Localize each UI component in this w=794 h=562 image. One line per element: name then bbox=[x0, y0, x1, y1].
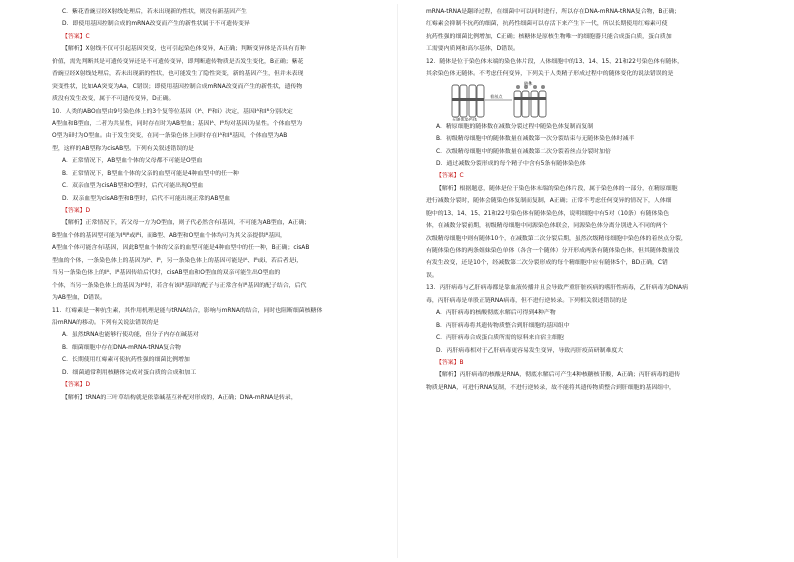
centromere-mark bbox=[514, 97, 546, 100]
option-c: C．双亲血型为cisAB型和O型时，后代可能出现O型血 bbox=[62, 183, 204, 190]
chromosome-shape bbox=[514, 91, 521, 117]
answer-label: 【答案】D bbox=[62, 208, 91, 214]
column-divider bbox=[397, 4, 398, 558]
question-11-line: 沿mRNA的移动。下列有关说法错误的是 bbox=[52, 319, 159, 326]
option-c: C．次级精母细胞中的随体数量在减数第二次分裂着丝点分裂时加倍 bbox=[436, 148, 611, 155]
explanation-line: 胞中的13、14、15、21和22号染色体有随体染色体，说明细胞中有5对（10条）有随体染色 bbox=[426, 210, 670, 217]
no-satellite-label: 无随体染色体 bbox=[452, 116, 478, 121]
explanation-line: 【解析】丙肝病毒的核酸是RNA，彻底水解后可产生4种核糖核苷酸，A正确；丙肝病毒的遗传 bbox=[436, 372, 681, 379]
explanation-line: 型血的个体，一条染色体上的基因为Iᴬ、Iᴮ，另一条染色体上的基因可能是Iᴬ、Iᴮ或i，若后者是i， bbox=[52, 257, 303, 264]
question-10-line: 10．人类的ABO血型由9号染色体上的3个复等位基因（Iᴬ、Iᴮ和i）决定，基因Iᴬ和Iᴮ分别决定 bbox=[52, 108, 293, 115]
satellite-mark bbox=[541, 85, 545, 89]
satellite-mark bbox=[516, 85, 520, 89]
explanation-line: 【解析】tRNA的三叶草结构就是依靠碱基互补配对形成的，A正确；DNA-mRNA是转录， bbox=[62, 394, 297, 401]
explanation-line: 红霉素会抑制不抗药的细菌，抗药性细菌可以存活下来产生下一代，所以长期使用红霉素可使 bbox=[426, 21, 668, 28]
option-c: C．丙肝病毒合成蛋白质所需的原料来自宿主细胞 bbox=[436, 335, 564, 342]
explanation-line: 【解析】X射线不仅可引起基因突变，也可引起染色体变异，A正确；判断变异体是否具有育种 bbox=[62, 46, 306, 53]
option-b: B．正常情况下，B型血个体的父亲的血型可能是4种血型中的任一种 bbox=[62, 170, 239, 177]
explanation-line: 有发生改变，还是10个，经减数第二次分裂形成的每个精细胞中应有随体5个，BD正确，C错 bbox=[426, 260, 668, 267]
explanation-line: B型血个体的基因型可能为IᴮIᴮ或Iᴮi，而B型、AB型和O型血个体均可为其父亲提供Iᴮ基因， bbox=[52, 232, 286, 239]
satellite-mark bbox=[533, 85, 537, 89]
explanation-line: 为AB型血，D错误。 bbox=[52, 295, 106, 302]
explanation-line: 工需要内质网和高尔基体，D错误。 bbox=[426, 46, 519, 53]
explanation-line: 价值，需先判断其是可遗传变异还是不可遗传变异，即判断遗传物质是否发生变化，B正确；紫花 bbox=[52, 58, 304, 65]
explanation-line: 当另一条染色体上的Iᴬ、Iᴮ基因传给后代时，cisAB型血和O型血的双亲可能生出O型血的 bbox=[52, 270, 281, 277]
question-13-line: 13．丙肝病毒与乙肝病毒都是靠血液传播并且会导致严重肝脏疾病的嗜肝性病毒，乙肝病毒为DNA病 bbox=[426, 285, 688, 292]
option-line: D．即使用基因控制合成的mRNA改变而产生的新性状属于不可遗传变异 bbox=[62, 21, 250, 28]
question-12-line: 12．随体是位于染色体末端的染色体片段，人体细胞中的13、14、15、21和22号染色体有随体， bbox=[426, 58, 684, 65]
option-d: D．通过减数分裂形成的每个精子中含有5条有随体染色体 bbox=[436, 160, 586, 167]
explanation-line: 质没有发生改变，属于不可遗传变异，D正确。 bbox=[52, 96, 175, 103]
explanation-line: 个体，当另一条染色体上的基因为Iᴬ时，若含有该Iᴮ基因的配子与正常含有Iᴮ基因的配子结合，后代 bbox=[52, 282, 307, 289]
option-a: A．丙肝病毒的核酸彻底水解后可得到4种产物 bbox=[436, 310, 556, 317]
option-d: D．丙肝病毒相对于乙肝病毒更容易发生变异，导致丙肝疫苗研制难度大 bbox=[436, 347, 624, 354]
question-11-line: 11．红霉素是一种抗生素，其作用机理是能与tRNA结合，影响与mRNA的结合，同时也阻断细菌核糖体 bbox=[52, 307, 323, 314]
explanation-line: 次级精母细胞中则有随体10个，在减数第二次分裂后期，虽然次级精母细胞中染色体的着丝点分裂， bbox=[426, 235, 687, 242]
explanation-line: 抗药性强的细菌比例增加，C正确；核糖体是原核生物唯一的细胞器只能合成蛋白质，蛋白质加 bbox=[426, 33, 672, 40]
chromosome-shape bbox=[539, 91, 546, 117]
option-b: B．初级精母细胞中的随体数量在减数第一次分裂结束与无随体染色体时减半 bbox=[436, 136, 635, 143]
option-b: B．细菌细胞中存在DNA-mRNA-tRNA复合物 bbox=[62, 344, 181, 351]
explanation-line: 突变性状，比如AA突变为Aa，C错误；即使用基因控制合成mRNA改变而产生的新性状，遗传物 bbox=[52, 83, 303, 90]
explanation-line: mRNA-tRNA是翻译过程，在细菌中可以同时进行，所以存在DNA-mRNA-tRNA复合物，B正确； bbox=[426, 9, 681, 15]
question-12-line: 其余染色体无随体。不考虑任何变异，下列关于人类精子形成过程中的随体变化的说法错误的是 bbox=[426, 71, 674, 78]
explanation-line: 【解析】根据题意，随体是位于染色体末端的染色体片段，属于染色体的一部分，在精原细胞 bbox=[436, 185, 678, 192]
option-d: D．细菌通常利用核糖体完成对蛋白质的合成和加工 bbox=[62, 369, 197, 376]
explanation-line: 【解析】正常情况下，若父母一方为O型血，则子代必然含有i基因，不可能为AB型血，A正确； bbox=[62, 220, 311, 227]
answer-label: 【答案】B bbox=[436, 359, 464, 366]
explanation-line: 有随体染色体的两条姐妹染色单体（各含一个随体）分开形成两条有随体染色体，但其随体数量没 bbox=[426, 248, 680, 254]
option-d: D．双亲血型为cisAB型和B型时，后代不可能出现正常的AB型血 bbox=[62, 195, 231, 202]
explanation-line: A型血个体可能含有i基因，因此B型血个体的父亲的血型可能是4种血型中的任一种，B正确；cisAB bbox=[52, 245, 310, 252]
option-a: A．虽然tRNA也能够行使功能，但分子内存在碱基对 bbox=[62, 332, 199, 339]
answer-label: 【答案】D bbox=[62, 382, 91, 389]
chromosome-figure bbox=[426, 81, 556, 121]
explanation-line: 体，在减数分裂前期，初级精母细胞中同源染色体联会，同源染色体分离分别进入不同的两个 bbox=[426, 223, 668, 230]
option-c: C．长期使用红霉素可使抗药性强的细菌比例增加 bbox=[62, 357, 190, 364]
question-10-line: 型，这样的AB型称为cisAB型。下列有关叙述错误的是 bbox=[52, 145, 194, 152]
option-a: A．正常情况下，AB型血个体的父母都不可能是O型血 bbox=[62, 158, 203, 165]
explanation-line: 物质是RNA，可进行RNA复制，不进行逆转录，故不能将其遗传物质整合到肝细胞的基因组中， bbox=[426, 384, 675, 391]
answer-label: 【答案】C bbox=[62, 33, 90, 40]
option-line: C．紫花香豌豆经X射线处理后，若未出现新的性状，则没有新基因产生 bbox=[62, 9, 247, 15]
question-10-line: O型为ii时为O型血。由于发生突变，在同一条染色体上同时存在Iᴬ和Iᴮ基因，个体血型为AB bbox=[52, 133, 288, 140]
chromosome-shape bbox=[531, 91, 538, 117]
option-a: A．精原细胞的随体数在减数分裂过程中随染色体复制而复制 bbox=[436, 123, 594, 130]
question-13-line: 毒，丙肝病毒是单股正链RNA病毒，但不进行逆转录。下列相关叙述错误的是 bbox=[426, 297, 628, 304]
explanation-line: 进行减数分裂时，随体会随染色体复制而复制，A正确；正常不考虑任何变异的情况下，人体细 bbox=[426, 198, 672, 205]
explanation-line: 误。 bbox=[426, 272, 438, 279]
right-column bbox=[426, 6, 770, 394]
question-10-line: A型血和B型血，二者为共显性，同时存在时为AB型血；基因Iᴬ、Iᴮ均对基因i为显性。个体血型为 bbox=[52, 120, 303, 127]
satellite-label: 随体 bbox=[524, 80, 533, 86]
option-b: B．丙肝病毒将其遗传物质整合到肝细胞的基因组中 bbox=[436, 322, 570, 329]
left-column bbox=[52, 6, 396, 404]
centromere-label: 着丝点 bbox=[490, 93, 503, 99]
answer-label: 【答案】C bbox=[436, 173, 464, 180]
chromosome-shape bbox=[522, 91, 529, 117]
centromere-mark bbox=[452, 98, 484, 101]
explanation-line: 香豌豆经X射线处理后，若未出现新的性状，也可能发生了隐性突变，新的基因产生，但并未表现 bbox=[52, 71, 304, 78]
